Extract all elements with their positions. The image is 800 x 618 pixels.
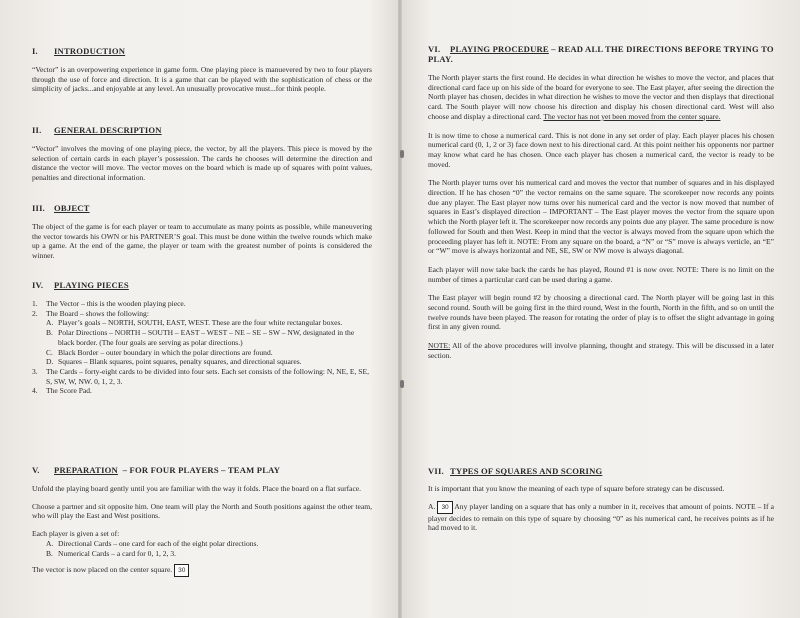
paragraph: It is now time to chose a numerical card. This is not done in any set order of play. Each player places his chosen numerical card (0, 1, 2 or 3) face down next to his directional card. At this point neither his opponents nor partner may know what card he has chosen. Once each player has chosen a numerical card, the vector is ready to be moved. — [428, 130, 774, 169]
section-object: III. OBJECT The object of the game is for each player or team to accumulate as many points as possible, while maneuvering the vector towards his OWN or his PARTNER’S goal. This must be done within the twelve rounds which make up a game. At the end of the game, the player or team with the greatest number of points is considered the winner. — [32, 203, 372, 261]
section-title: GENERAL DESCRIPTION — [54, 125, 162, 135]
paragraph: Unfold the playing board gently until you are familiar with the way it folds. Place the board on a flat surface. — [32, 484, 362, 493]
section-preparation: V. PREPARATION – FOR FOUR PLAYERS – TEAM PLAY Unfold the playing board gently until you are familiar with the way it folds. Place the board on a flat surface. Choose a partner and sit opposite him. One team will play the North and South positions against the other team, who will play the East and West positions. Each player is given a set of: A. Directional Cards – one card for each of the eight polar directions. B. Numerical Cards – a card for 0, 1, 2, 3. The vector is now placed on the center square. 30 — [32, 465, 372, 577]
point-square-box: 30 — [437, 501, 452, 514]
section-general-description: II. GENERAL DESCRIPTION “Vector” involves the moving of one playing piece, the vector, by all the players. This piece is moved by the selection of certain cards in each player’s possession. The cards he chooses will determine the direction and distance the vector will move. The vector moves on the board which is made up of squares with point values, penalties and directional information. — [32, 125, 372, 183]
section-title: INTRODUCTION — [54, 46, 126, 56]
right-page — [400, 0, 800, 618]
section-playing-pieces: IV. PLAYING PIECES 1. The Vector – this is the wooden playing piece. 2. The Board – shows the following: A. Player’s goals – NORTH, SOUTH, EAST, WEST. These are the four white rectangular boxes. B. Polar Directions – NORTH – SOUTH – EAST – WEST – NE – SE – SW – NW, designated in the black border. (The four goals are serving as polar directions.) C. Black Border – outer boundary in which the polar directions are found. D. Squares – Blank squares, point squares, penalty squares, and directional squares. 3. The Cards – forty-eight cards to be divided into four sets. Each set consists of the following: N, NE, E, SE, S, SW, W, NW. 0, 1, 2, 3. 4. The Score Pad. — [32, 280, 372, 396]
paragraph: The object of the game is for each player or team to accumulate as many points as possible, while maneuvering the vector towards his OWN or his PARTNER’S goal. This must be done within the twelve rounds which make up a game. At the end of the game, the player or team with the greatest number of points is considered the winner. — [32, 222, 372, 261]
list-item: 3. The Cards – forty-eight cards to be divided into four sets. Each set consists of the following: N, NE, E, SE, S, SW, W, NW. 0, 1, 2, 3. — [32, 366, 369, 386]
list-item: D. Squares – Blank squares, point squares, penalty squares, and directional squares. — [46, 357, 302, 367]
section-types-of-squares: VII. TYPES OF SQUARES AND SCORING It is important that you know the meaning of each type of square before strategy can be discussed. A. 30 Any player landing on a square that has only a number in it, receives that amount of points. NOTE – If a player decides to remain on this type of square by choosing “0” as his numerical card, he receives points as if he had moved to it. — [428, 466, 774, 533]
section-introduction: I. INTRODUCTION “Vector” is an overpowering experience in game form. One playing piece is manuevered by two to four players through the use of force and direction. It is a game that can be played with the sophistication of chess or the simplicity of jacks...and enjoyable at any level. An unusually provocative must...for think people. — [32, 46, 372, 94]
list-item: 2. The Board – shows the following: — [32, 308, 149, 318]
section-title: PLAYING PROCEDURE — [450, 44, 549, 54]
list-item: A. Player’s goals – NORTH, SOUTH, EAST, WEST. These are the four white rectangular boxes. — [46, 318, 343, 328]
section-playing-procedure: VI. PLAYING PROCEDURE – READ ALL THE DIRECTIONS BEFORE TRYING TO PLAY. The North player starts the first round. He decides in what direction he wishes to move the vector, and places that directional card face up on his side of the board for everyone to see. The East player, after seeing the direction the North player has chosen, decides in what direction he wishes to move the vector and then displays that directional card. The South player will now choose his direction and display his chosen directional card. West will also choose and display a directional card. The vector has not yet been moved from the center square. It is now time to chose a numerical card. This is not done in any set order of play. Each player places his chosen numerical card (0, 1, 2 or 3) face down next to his directional card. At this point neither his opponents nor partner may know what card he has chosen. Once each player has chosen a numerical card, the vector is ready to be moved. The North player turns over his numerical card and moves the vector that number of squares and in his displayed direction. If he has chosen “0” the vector remains on the same square. The scorekeeper now records any points due any player. The East player now turns over his numerical card and the vector is now moved that number of squares in East’s displayed direction – IMPORTANT – The East player moves the vector from the square upon which the North player left it. The scorekeeper now records any points due any player. The same procedure is now followed for South and then West. Keep in mind that the vector is always moved from the square upon which the proceeding player has left it. NOTE: From any square on the board, a “N” or “S” move is always verticle, an “E” or “W” move is always horizontal and NE, SE, SW or NW move is always diagonal. Each player will now take back the cards he has played, Round #1 is now over. NOTE: There is no limit on the number of times a particular card can be used during a game. The East player will begin round #2 by choosing a directional card. The North player will be going last in this second round. South will be going first in the third round, West in the fourth, North in the fifth, and so on until the twelve rounds have been played. The reason for rotating the order of play is to offset the slight advantage in going first in any given round. NOTE: All of the above procedures will involve planning, thought and strategy. This will be discussed in a later section. — [428, 44, 774, 360]
section-title: TYPES OF SQUARES AND SCORING — [450, 466, 603, 476]
paragraph: NOTE: All of the above procedures will involve planning, thought and strategy. This will be discussed in a later section. — [428, 341, 774, 360]
paragraph: The North player turns over his numerical card and moves the vector that number of squares and in his displayed direction. If he has chosen “0” the vector remains on the same square. The scorekeeper now records any points due any player. The East player now turns over his numerical card and the vector is now moved that number of squares in East’s displayed direction – IMPORTANT – The East player moves the vector from the square upon which the North player left it. The scorekeeper now records any points due any player. The same procedure is now followed for South and then West. Keep in mind that the vector is always moved from the square upon which the proceeding player has left it. NOTE: From any square on the board, a “N” or “S” move is always verticle, an “E” or “W” move is always horizontal and NE, SE, SW or NW move is always diagonal. — [428, 178, 774, 256]
paragraph: Each player will now take back the cards he has played, Round #1 is now over. NOTE: There is no limit on the number of times a particular card can be used during a game. — [428, 264, 774, 284]
section-title: PLAYING PIECES — [54, 280, 129, 290]
cards-list — [32, 539, 372, 558]
list-item: 4. The Score Pad. — [32, 386, 92, 396]
list-item: B. Numerical Cards – a card for 0, 1, 2, 3. — [46, 548, 176, 558]
section-title: OBJECT — [54, 203, 90, 213]
list-item: C. Black Border – outer boundary in which the polar directions are found. — [46, 347, 273, 357]
list-item: B. Polar Directions – NORTH – SOUTH – EAST – WEST – NE – SE – SW – NW, designated in the black border. (The four goals are serving as polar directions.) — [46, 328, 355, 347]
list-item: A. Directional Cards – one card for each of the eight polar directions. — [46, 538, 259, 548]
center-square-box: 30 — [174, 564, 189, 577]
paragraph: A. 30 Any player landing on a square that has only a number in it, receives that amount of points. NOTE – If a player decides to remain on this type of square by choosing “0” as his numerical card, he receives points as if he had moved to it. — [428, 501, 774, 533]
paragraph: “Vector” is an overpowering experience in game form. One playing piece is manuevered by two to four players through the use of force and direction. It is a game that can be played with the sophistication of chess or the simplicity of jacks...and enjoyable at any level. An unusually provocative must...for think people. — [32, 65, 372, 94]
section-title: PREPARATION — [54, 465, 118, 475]
pieces-list — [32, 299, 372, 396]
paragraph: The vector is now placed on the center square. 30 — [32, 564, 372, 577]
paragraph: Choose a partner and sit opposite him. One team will play the North and South positions against the other team, who will play the East and West positions. — [32, 501, 372, 521]
paragraph: The East player will begin round #2 by choosing a directional card. The North player will be going last in this second round. South will be going first in the third round, West in the fourth, North in the fifth, and so on until the twelve rounds have been played. The reason for rotating the order of play is to offset the slight advantage in going first in any given round. — [428, 293, 774, 332]
paragraph: “Vector” involves the moving of one playing piece, the vector, by all the players. This piece is moved by the selection of certain cards in each player’s possession. The cards he chooses will determine the direction and distance the vector will move. The vector moves on the board which is made up of squares with point values, penalties and directional information. — [32, 144, 372, 183]
list-item: 1. The Vector – this is the wooden playing piece. — [32, 299, 186, 308]
paragraph: It is important that you know the meaning of each type of square before strategy can be discussed. — [428, 484, 725, 493]
paragraph: Each player is given a set of: — [32, 529, 120, 539]
paragraph: The North player starts the first round. He decides in what direction he wishes to move the vector, and places that directional card face up on his side of the board for everyone to see. The East player, after seeing the direction the North player has chosen, decides in what direction he wishes to move the vector and then displays that directional card. The South player will now choose his direction and display his chosen directional card. West will also choose and display a directional card. The vector has not yet been moved from the center square. — [428, 73, 774, 121]
